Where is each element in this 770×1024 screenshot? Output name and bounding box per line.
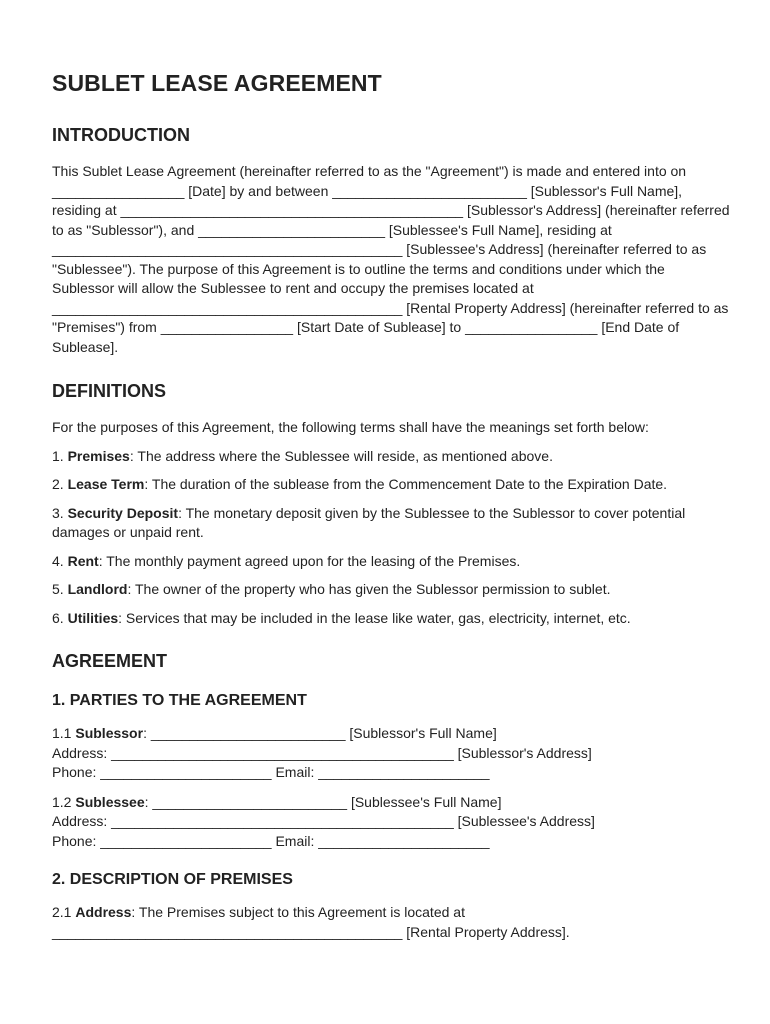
parties-heading: 1. PARTIES TO THE AGREEMENT [52, 692, 307, 709]
premises-address-text: : The Premises subject to this Agreement is located at _____________________________________________ [Rental Property Address]. [52, 904, 570, 940]
sublessor-contact-line: Phone: ______________________ Email: ______________________ [52, 764, 490, 780]
definitions-heading: DEFINITIONS [52, 381, 167, 401]
definition-text: : The monetary deposit given by the Sublessee to the Sublessor to cover potential damages or unpaid rent. [52, 504, 686, 540]
definition-item-landlord [52, 580, 730, 600]
sublessee-address-line: Address: ____________________________________________ [Sublessee's Address] [52, 813, 595, 829]
definitions-lead: For the purposes of this Agreement, the following terms shall have the meanings set forth below: [52, 419, 649, 435]
sublessee-block [52, 793, 730, 852]
sublessee-contact-line: Phone: ______________________ Email: ______________________ [52, 832, 490, 849]
sublessee-name-line [52, 793, 730, 813]
definition-item-premises [52, 447, 730, 467]
sublessee-name-blank: : _________________________ [Sublessee's Full Name] [144, 793, 502, 810]
definition-item-utilities [52, 609, 730, 629]
definition-term: Premises [67, 447, 130, 464]
definition-number: 5. [52, 581, 68, 597]
definition-text: : The address where the Sublessee will reside, as mentioned above. [129, 447, 553, 464]
definition-term: Utilities [67, 609, 119, 626]
clause-number: 1.1 [52, 725, 76, 741]
introduction-paragraph: This Sublet Lease Agreement (hereinafter referred to as the "Agreement") is made and entered into on _________________ [Date] by and between _________________________ [Sublessor's Full Name], residing at ____________________________________________ [Sublessor's Address] (hereinafter referred to as "Sublessor"), and ________________________ [Sublessee's Full Name], residing at _____________________________________________ [Sublessee's Address] (hereinafter referred to as "Sublessee"). The purpose of this Agreement is to outline the terms and conditions under which the Sublessor will allow the Sublessee to rent and occupy the premises located at _____________________________________________ [Rental Property Address] (hereinafter referred to as "Premises") from _________________ [Start Date of Sublease] to _________________ [End Date of Sublease]. [52, 163, 730, 355]
premises-address-term: Address [75, 904, 132, 920]
introduction-heading: INTRODUCTION [52, 125, 190, 145]
premises-address-clause [52, 903, 730, 942]
definition-number: 3. [52, 504, 68, 521]
sublessor-block [52, 724, 730, 783]
definition-item-lease-term [52, 475, 730, 495]
clause-number: 2.1 [52, 904, 76, 920]
definition-text: : The owner of the property who has given the Sublessor permission to sublet. [127, 581, 611, 597]
definition-number: 6. [52, 609, 68, 626]
definition-term: Security Deposit [67, 504, 179, 521]
definition-text: : The monthly payment agreed upon for the leasing of the Premises. [98, 552, 521, 569]
definition-text: : The duration of the sublease from the Commencement Date to the Expiration Date. [144, 476, 668, 492]
definition-item-security-deposit [52, 504, 730, 543]
definition-number: 2. [52, 476, 68, 492]
definition-number: 4. [52, 552, 68, 569]
sublessor-name-line [52, 724, 730, 744]
definition-term: Landlord [67, 581, 128, 597]
document-title: SUBLET LEASE AGREEMENT [52, 70, 382, 96]
sublessee-term: Sublessee [75, 793, 145, 810]
premises-heading: 2. DESCRIPTION OF PREMISES [52, 871, 293, 888]
sublessor-term: Sublessor [75, 725, 144, 741]
definition-item-rent [52, 552, 730, 572]
agreement-section [52, 651, 730, 942]
sublessor-name-blank: : _________________________ [Sublessor's Full Name] [143, 725, 497, 741]
definition-number: 1. [52, 447, 68, 464]
definition-term: Lease Term [67, 476, 145, 492]
introduction-section [52, 125, 730, 357]
definition-text: : Services that may be included in the lease like water, gas, electricity, internet, etc. [118, 609, 631, 626]
clause-number: 1.2 [52, 793, 76, 810]
sublessor-address-line: Address: ____________________________________________ [Sublessor's Address] [52, 744, 592, 761]
agreement-heading: AGREEMENT [52, 651, 168, 671]
definitions-section [52, 381, 730, 628]
definition-term: Rent [67, 552, 99, 569]
